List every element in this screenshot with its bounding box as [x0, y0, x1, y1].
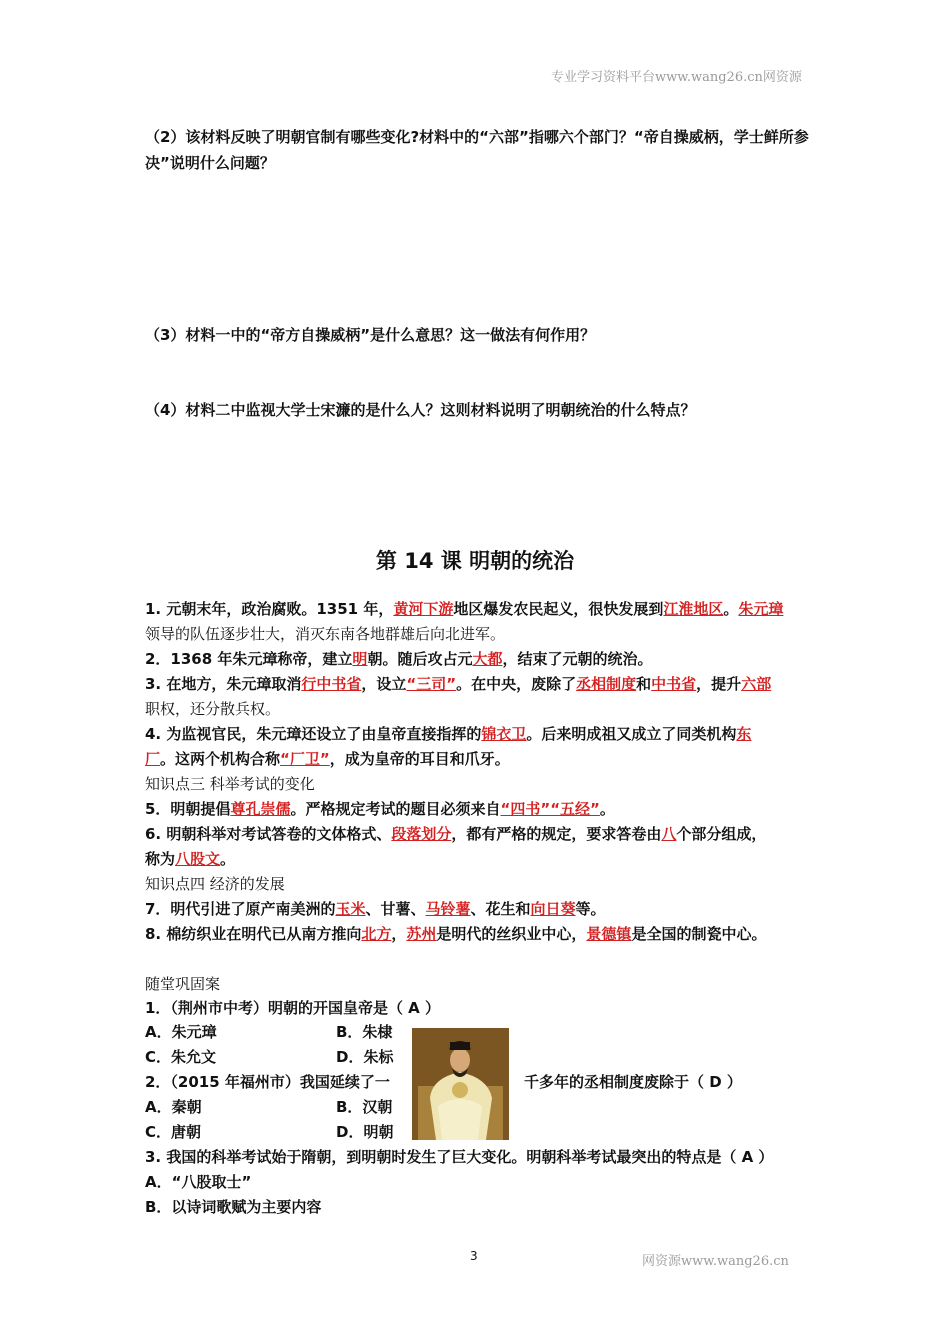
point-1-line-1: 1. 元朝末年，政治腐败。1351 年，黄河下游地区爆发农民起义，很快发展到江淮地区。朱元璋 [145, 600, 784, 618]
point-4-line-2: 厂。这两个机构合称“厂卫”，成为皇帝的耳目和爪牙。 [145, 750, 510, 768]
quiz-q2-option-a: A．秦朝 [145, 1098, 202, 1116]
footer-watermark: 网资源www.wang26.cn [642, 1254, 789, 1269]
emperor-portrait-image [412, 1028, 509, 1140]
knowledge-point-4: 知识点四 经济的发展 [145, 875, 285, 893]
quiz-q1-option-b: B．朱棣 [336, 1023, 393, 1041]
point-1-line-2: 领导的队伍逐步壮大，消灭东南各地群雄后向北进军。 [145, 625, 506, 643]
quiz-question-1: 1．（荆州市中考）明朝的开国皇帝是（ A ） [145, 999, 440, 1017]
quiz-q2-option-b: B．汉朝 [336, 1098, 393, 1116]
quiz-q1-option-d: D．朱标 [336, 1048, 394, 1066]
point-5: 5．明朝提倡尊孔崇儒。严格规定考试的题目必须来自“四书”“五经”。 [145, 800, 615, 818]
header-watermark: 专业学习资料平台www.wang26.cn网资源 [551, 70, 802, 85]
knowledge-point-3: 知识点三 科举考试的变化 [145, 775, 315, 793]
quiz-q3-option-b: B．以诗词歌赋为主要内容 [145, 1198, 322, 1216]
quiz-q2-option-c: C．唐朝 [145, 1123, 202, 1141]
point-3-line-1: 3. 在地方，朱元璋取消行中书省，设立“三司”。在中央，废除了丞相制度和中书省，提升六部 [145, 675, 772, 693]
page-number: 3 [470, 1249, 478, 1263]
question-4: （4）材料二中监视大学士宋濂的是什么人？这则材料说明了明朝统治的什么特点？ [145, 401, 696, 419]
question-2: （2）该材料反映了明朝官制有哪些变化?材料中的“六部”指哪六个部门？“帝自操威柄，学士鲜所参决”说明什么问题？ [145, 128, 809, 172]
lesson-title: 第 14 课 明朝的统治 [375, 549, 575, 573]
question-3: （3）材料一中的“帝方自操威柄”是什么意思？这一做法有何作用？ [145, 326, 596, 344]
quiz-question-3: 3. 我国的科举考试始于隋朝，到明朝时发生了巨大变化。明朝科举考试最突出的特点是（ A ） [145, 1148, 774, 1166]
point-8: 8. 棉纺织业在明代已从南方推向北方，苏州是明代的丝织业中心，景德镇是全国的制瓷中心。 [145, 925, 767, 943]
point-7: 7．明代引进了原产南美洲的玉米、甘薯、马铃薯、花生和向日葵等。 [145, 900, 606, 918]
point-4-line-1: 4. 为监视官民，朱元璋还设立了由皇帝直接指挥的锦衣卫。后来明成祖又成立了同类机构东 [145, 725, 752, 743]
quiz-question-2-part-2: 千多年的丞相制度废除于（ D ） [524, 1073, 742, 1091]
quiz-q1-option-a: A．朱元璋 [145, 1023, 217, 1041]
quiz-question-2-part-1: 2．（2015 年福州市）我国延续了一 [145, 1073, 390, 1091]
point-3-line-2: 职权，还分散兵权。 [145, 700, 281, 718]
quiz-q3-option-a: A．“八股取士” [145, 1173, 252, 1191]
point-2: 2．1368 年朱元璋称帝，建立明朝。随后攻占元大都，结束了元朝的统治。 [145, 650, 653, 668]
point-6-line-1: 6. 明朝科举对考试答卷的文体格式、段落划分，都有严格的规定，要求答卷由八个部分组成， [145, 825, 767, 843]
quiz-q2-option-d: D．明朝 [336, 1123, 394, 1141]
quiz-q1-option-c: C．朱允文 [145, 1048, 217, 1066]
quiz-heading: 随堂巩固案 [145, 975, 221, 993]
point-6-line-2: 称为八股文。 [145, 850, 236, 868]
